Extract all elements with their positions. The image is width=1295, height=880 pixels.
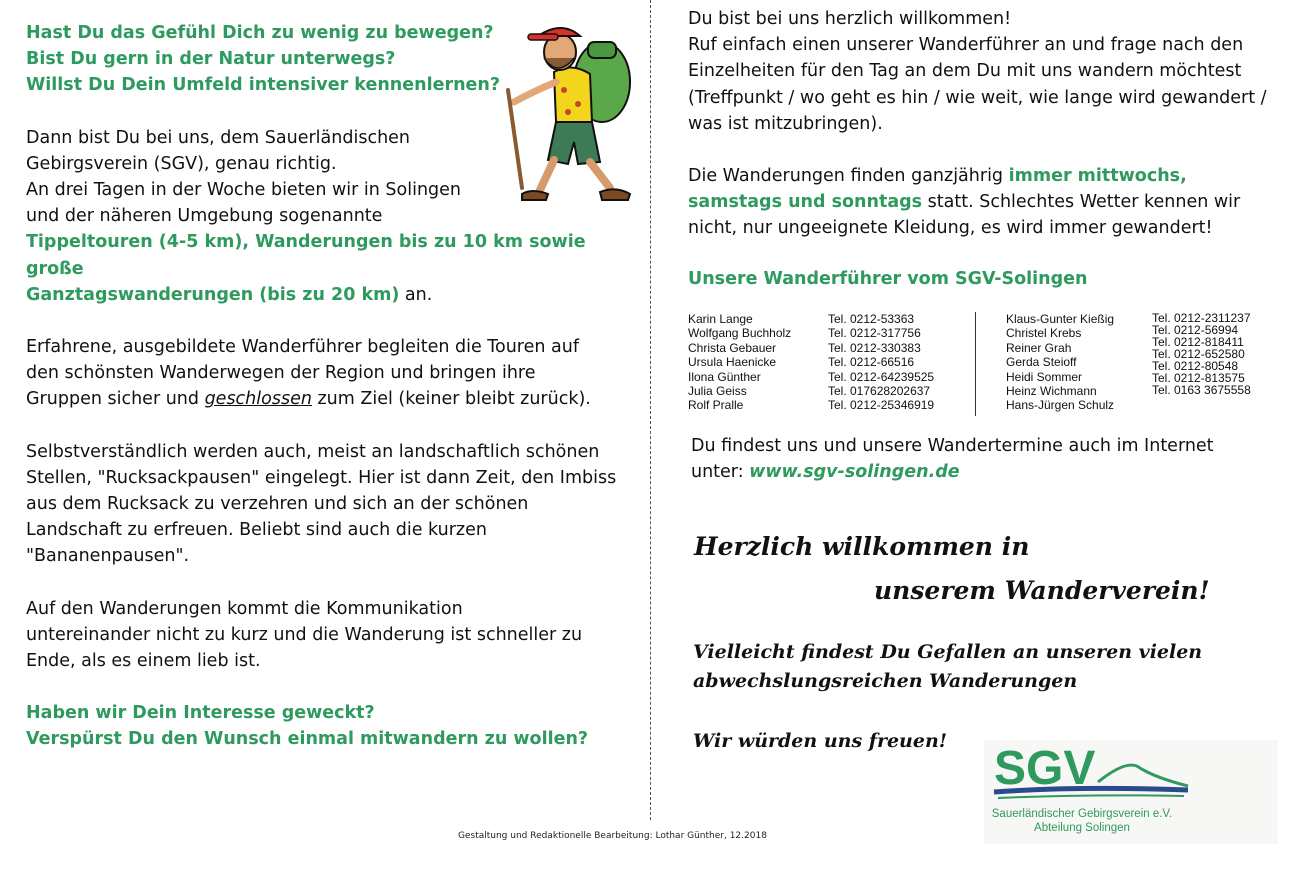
- internet-text: Du findest uns und unsere Wandertermine auch im Internet: [691, 436, 1214, 456]
- guide-tel: Tel. 0212-317756: [828, 326, 921, 341]
- script-welcome-2: unserem Wanderverein!: [874, 576, 1210, 605]
- communication-paragraph: Auf den Wanderungen kommt die Kommunikation untereinander nicht zu kurz und die Wanderung ist schneller zu Ende, als es einem lieb ist.: [26, 598, 583, 672]
- guide-name: Ilona Günther: [688, 369, 761, 384]
- guide-name: Julia Geiss: [688, 384, 747, 399]
- guides-names-right: [1006, 312, 1114, 413]
- logo-subtitle-1: Sauerländischer Gebirgsverein e.V.: [991, 808, 1173, 820]
- weekends: samstags und sonntags: [688, 192, 923, 213]
- internet-block: [691, 433, 1281, 485]
- guide-name: Rolf Pralle: [688, 398, 744, 413]
- guide-tel: Tel. 0212-330383: [828, 340, 921, 355]
- guide-tel: Tel. 0212-64239525: [828, 369, 935, 384]
- guide-name: Wolfgang Buchholz: [688, 326, 792, 341]
- sgv-logo-mark: [988, 740, 1198, 804]
- guide-name: Klaus-Gunter Kießig: [1006, 312, 1115, 326]
- wednesdays: immer mittwochs: [1008, 166, 1181, 187]
- footer-credit: Gestaltung und Redaktionelle Bearbeitung: Lothar Günther, 12.2018: [458, 831, 767, 841]
- guide-tel: Tel. 0212-652580: [1152, 347, 1245, 361]
- guides-table: [688, 312, 1278, 417]
- intro-paragraph: Dann bist Du bei uns, dem Sauerländischen Gebirgsverein (SGV), genau richtig. An drei Tagen in der Woche bieten wir in Solingen und der näheren Umgebung sogenannte Tippeltouren (4-5 km), Wanderungen bis zu 10 km sowie große Ganztagswanderungen (bis zu 20 km) an.: [26, 127, 586, 305]
- day-hikes: Ganztagswanderungen (bis zu 20 km): [26, 284, 400, 305]
- guides-tels-left: [828, 312, 934, 413]
- script-welcome-1: Herzlich willkommen in: [694, 532, 1030, 561]
- guide-name: Gerda Steioff: [1006, 355, 1077, 370]
- guide-tel: Tel. 0212-80548: [1152, 359, 1239, 373]
- sgv-logo: [984, 740, 1278, 844]
- guide-tel: Tel. 0212-25346919: [828, 398, 935, 413]
- tour-types: Tippeltouren (4-5 km), Wanderungen bis zu 10 km sowie große: [26, 232, 586, 279]
- right-column: [688, 6, 1278, 318]
- fold-divider: [650, 0, 651, 820]
- guide-name: Heidi Sommer: [1006, 369, 1083, 384]
- guide-tel: Tel. 0163 3675558: [1152, 383, 1251, 397]
- guide-tel: Tel. 017628202637: [828, 384, 931, 399]
- schedule-paragraph: Die Wanderungen finden ganzjährig immer mittwochs, samstags und sonntags statt. Schlechtes Wetter kennen wir nicht, nur ungeeignete Kleidung, es wird immer gewandert!: [688, 166, 1241, 239]
- guides-heading: Unsere Wanderführer vom SGV-Solingen: [688, 268, 1088, 289]
- welcome-paragraph: Du bist bei uns herzlich willkommen! Ruf einfach einen unserer Wanderführer an und frage nach den Einzelheiten für den Tag an dem Du mit uns wandern möchtest (Treffpunkt / wo geht es hin / wie weit, wie lange wird gewandert / was ist mitzubringen).: [688, 9, 1267, 134]
- guide-tel: Tel. 0212-53363: [828, 312, 915, 326]
- guide-name: Christel Krebs: [1006, 326, 1082, 341]
- underlined-word: geschlossen: [204, 389, 312, 410]
- guide-tel: Tel. 0212-56994: [1152, 323, 1239, 337]
- script-maybe: Vielleicht findest Du Gefallen an unseren vielen abwechslungsreichen Wanderungen: [693, 641, 1203, 692]
- guides-separator: [975, 312, 976, 416]
- sgv-logo-text: SGV: [994, 742, 1096, 795]
- guides-names-left: [688, 312, 791, 413]
- guide-name: Christa Gebauer: [688, 340, 777, 355]
- closing-questions: Haben wir Dein Interesse geweckt? Verspürst Du den Wunsch einmal mitwandern zu wollen?: [26, 703, 589, 750]
- breaks-paragraph: Selbstverständlich werden auch, meist an landschaftlich schönen Stellen, "Rucksackpausen" eingelegt. Hier ist dann Zeit, den Imbiss aus dem Rucksack zu verzehren und sich an der schönen Landschaft zu erfreuen. Beliebt sind auch die kurzen "Bananenpausen".: [26, 441, 617, 567]
- guides-tels-right: [1152, 312, 1251, 396]
- guide-name: Ursula Haenicke: [688, 355, 777, 370]
- hiker-illustration: [492, 12, 636, 206]
- guide-tel: Tel. 0212-818411: [1152, 335, 1244, 349]
- script-happy: Wir würden uns freuen!: [693, 730, 948, 752]
- guide-name: Karin Lange: [688, 312, 753, 326]
- internet-line: unter: www.sgv-solingen.de: [691, 462, 960, 483]
- guide-tel: Tel. 0212-66516: [828, 355, 915, 370]
- guide-name: Heinz Wichmann: [1006, 384, 1097, 399]
- guide-name: Hans-Jürgen Schulz: [1006, 398, 1115, 413]
- guide-tel: Tel. 0212-2311237: [1152, 311, 1251, 325]
- logo-subtitle-2: Abteilung Solingen: [1034, 822, 1130, 834]
- intro-questions: Hast Du das Gefühl Dich zu wenig zu bewegen? Bist Du gern in der Natur unterwegs? Willst Du Dein Umfeld intensiver kennenlernen?: [26, 23, 501, 96]
- guides-paragraph: Erfahrene, ausgebildete Wanderführer begleiten die Touren auf den schönsten Wanderwegen der Region und bringen ihre Gruppen sicher und geschlossen zum Ziel (keiner bleibt zurück).: [26, 337, 591, 410]
- website-link[interactable]: www.sgv-solingen.de: [749, 462, 960, 483]
- guide-tel: Tel. 0212-813575: [1152, 371, 1245, 385]
- guide-name: Reiner Grah: [1006, 340, 1072, 355]
